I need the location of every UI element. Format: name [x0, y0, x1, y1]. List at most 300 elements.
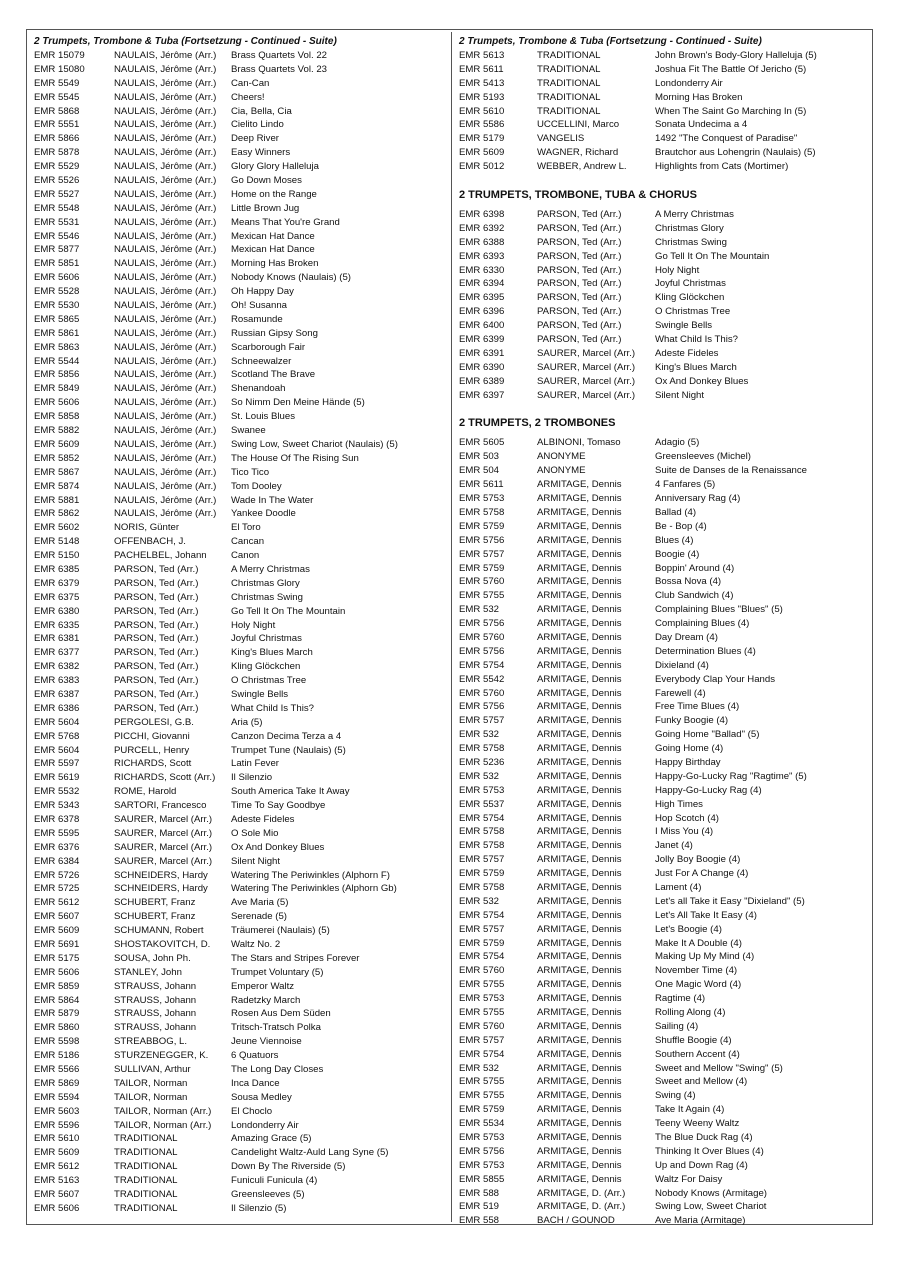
title: Il Silenzio (5) — [231, 1202, 287, 1214]
catalog-row — [34, 1188, 448, 1202]
catalog-number: EMR 5759 — [459, 520, 505, 532]
title: Trumpet Tune (Naulais) (5) — [231, 744, 346, 756]
catalog-number: EMR 5607 — [34, 911, 80, 923]
catalog-row — [34, 77, 448, 91]
composer: NAULAIS, Jérôme (Arr.) — [114, 258, 217, 270]
catalog-number: EMR 5753 — [459, 784, 505, 796]
catalog-number: EMR 5754 — [459, 812, 505, 824]
title: Hop Scotch (4) — [655, 812, 719, 824]
catalog-row — [459, 1075, 869, 1089]
composer: SHOSTAKOVITCH, D. — [114, 939, 211, 950]
title: Swanee — [231, 425, 266, 437]
title: Christmas Swing — [655, 236, 727, 248]
title: Russian Gipsy Song — [231, 327, 318, 339]
catalog-row — [459, 798, 869, 812]
composer: PARSON, Ted (Arr.) — [537, 292, 622, 304]
title: O Sole Mio — [231, 827, 279, 839]
title: A Merry Christmas — [655, 209, 734, 221]
composer: NAULAIS, Jérôme (Arr.) — [114, 425, 217, 437]
catalog-row — [459, 895, 869, 909]
catalog-row — [34, 577, 448, 591]
catalog-row — [459, 250, 869, 264]
catalog-row — [34, 1077, 448, 1091]
composer: NAULAIS, Jérôme (Arr.) — [114, 133, 217, 145]
composer: PARSON, Ted (Arr.) — [537, 334, 622, 346]
catalog-number: EMR 5611 — [459, 63, 504, 75]
catalog-number: EMR 504 — [459, 465, 499, 477]
catalog-row — [34, 368, 448, 382]
title: November Time (4) — [655, 965, 738, 977]
composer: SULLIVAN, Arthur — [114, 1064, 191, 1076]
title: Joyful Christmas — [231, 633, 302, 645]
catalog-number: EMR 5549 — [34, 77, 80, 89]
title: Club Sandwich (4) — [655, 590, 734, 602]
catalog-number: EMR 6398 — [459, 209, 505, 221]
catalog-row — [459, 548, 869, 562]
catalog-number: EMR 5757 — [459, 715, 505, 727]
catalog-row — [459, 978, 869, 992]
title: Day Dream (4) — [655, 631, 718, 643]
title: Serenade (5) — [231, 911, 287, 923]
title: Making Up My Mind (4) — [655, 951, 755, 963]
catalog-number: EMR 5546 — [34, 230, 80, 242]
title: Everybody Clap Your Hands — [655, 673, 775, 685]
title: Yankee Doodle — [231, 508, 296, 520]
title: Deep River — [231, 133, 279, 145]
catalog-number: EMR 5756 — [459, 701, 505, 713]
catalog-number: EMR 5859 — [34, 980, 80, 992]
catalog-row — [34, 771, 448, 785]
composer: STREABBOG, L. — [114, 1036, 188, 1048]
catalog-row — [459, 881, 869, 895]
title: Londonderry Air — [655, 77, 723, 89]
title: Anniversary Rag (4) — [655, 493, 741, 505]
catalog-number: EMR 5566 — [34, 1064, 80, 1076]
composer: STRAUSS, Johann — [114, 1022, 197, 1034]
title: What Child Is This? — [655, 334, 738, 346]
title: Up and Down Rag (4) — [655, 1159, 748, 1171]
title: Emperor Waltz — [231, 980, 295, 992]
catalog-row — [459, 91, 869, 105]
catalog-row — [459, 534, 869, 548]
catalog-number: EMR 5768 — [34, 730, 80, 742]
catalog-row — [459, 118, 869, 132]
title: Make It A Double (4) — [655, 937, 742, 949]
title: Watering The Periwinkles (Alphorn F) — [231, 869, 390, 881]
catalog-number: EMR 6330 — [459, 264, 505, 276]
composer: ARMITAGE, Dennis — [537, 937, 622, 949]
composer: PARSON, Ted (Arr.) — [114, 647, 199, 659]
catalog-number: EMR 5863 — [34, 341, 80, 353]
catalog-number: EMR 5725 — [34, 883, 80, 895]
catalog-number: EMR 5755 — [459, 1007, 505, 1018]
title: Schneewalzer — [231, 355, 292, 367]
catalog-row — [459, 375, 869, 389]
catalog-number: EMR 532 — [459, 770, 499, 782]
composer: ARMITAGE, Dennis — [537, 854, 622, 866]
catalog-row — [34, 702, 448, 716]
composer: ARMITAGE, Dennis — [537, 881, 622, 893]
composer: PARSON, Ted (Arr.) — [114, 591, 199, 603]
composer: NAULAIS, Jérôme (Arr.) — [114, 175, 217, 187]
catalog-row — [34, 285, 448, 299]
catalog-row — [459, 492, 869, 506]
title: One Magic Word (4) — [655, 979, 742, 991]
catalog-number: EMR 5849 — [34, 383, 80, 395]
catalog-row — [459, 264, 869, 278]
title: Blues (4) — [655, 534, 694, 546]
composer: NAULAIS, Jérôme (Arr.) — [114, 272, 217, 284]
title: Boppin' Around (4) — [655, 562, 735, 574]
title: St. Louis Blues — [231, 411, 295, 423]
catalog-row — [459, 277, 869, 291]
catalog-row — [34, 549, 448, 563]
catalog-number: EMR 6385 — [34, 563, 80, 575]
composer: ARMITAGE, Dennis — [537, 1062, 622, 1074]
catalog-row — [34, 257, 448, 271]
catalog-row — [459, 1103, 869, 1117]
title: 1492 "The Conquest of Paradise" — [655, 133, 798, 145]
composer: PARSON, Ted (Arr.) — [537, 250, 622, 262]
composer: PARSON, Ted (Arr.) — [537, 320, 622, 332]
title: Just For A Change (4) — [655, 868, 749, 880]
title: Nobody Knows (Naulais) (5) — [231, 272, 351, 284]
title: Jeune Viennoise — [231, 1036, 302, 1048]
catalog-number: EMR 5753 — [459, 1159, 505, 1171]
catalog-number: EMR 5754 — [459, 1048, 505, 1060]
catalog-row — [459, 659, 869, 673]
catalog-number: EMR 15079 — [34, 50, 85, 61]
title: Swingle Bells — [231, 688, 289, 700]
catalog-row — [459, 389, 869, 403]
title: Christmas Swing — [231, 591, 303, 603]
catalog-number: EMR 5606 — [34, 272, 80, 284]
title: Rosen Aus Dem Süden — [231, 1008, 331, 1020]
catalog-number: EMR 5586 — [459, 119, 505, 131]
catalog-row — [34, 313, 448, 327]
catalog-number: EMR 6375 — [34, 591, 80, 603]
catalog-row — [459, 361, 869, 375]
title: Janet (4) — [655, 840, 693, 852]
title: What Child Is This? — [231, 702, 314, 714]
composer: NAULAIS, Jérôme (Arr.) — [114, 341, 217, 353]
title: Oh! Susanna — [231, 300, 288, 312]
composer: ARMITAGE, Dennis — [537, 951, 622, 963]
composer: TRADITIONAL — [537, 105, 601, 117]
catalog-row — [34, 813, 448, 827]
composer: PARSON, Ted (Arr.) — [114, 688, 199, 700]
catalog-number: EMR 588 — [459, 1187, 499, 1199]
title: Ballad (4) — [655, 506, 697, 518]
composer: NAULAIS, Jérôme (Arr.) — [114, 494, 217, 506]
catalog-row — [34, 1063, 448, 1077]
composer: ROME, Harold — [114, 786, 177, 798]
composer: TRADITIONAL — [114, 1147, 178, 1159]
catalog-row — [34, 882, 448, 896]
composer: TAILOR, Norman — [114, 1077, 188, 1089]
composer: NAULAIS, Jérôme (Arr.) — [114, 202, 217, 214]
catalog-row — [34, 480, 448, 494]
composer: SOUSA, John Ph. — [114, 952, 191, 964]
catalog-row — [34, 1049, 448, 1063]
catalog-number: EMR 6384 — [34, 855, 80, 867]
title: Adeste Fideles — [231, 813, 295, 825]
catalog-row — [459, 1117, 869, 1131]
title: Happy Birthday — [655, 756, 721, 768]
catalog-number: EMR 5609 — [34, 925, 80, 937]
catalog-row — [34, 1035, 448, 1049]
catalog-number: EMR 5537 — [459, 798, 505, 810]
composer: ARMITAGE, D. (Arr.) — [537, 1187, 626, 1199]
title: Swingle Bells — [655, 320, 713, 332]
catalog-number: EMR 5760 — [459, 1020, 505, 1032]
composer: ARMITAGE, Dennis — [537, 1048, 622, 1060]
catalog-row — [34, 160, 448, 174]
composer: STANLEY, John — [114, 966, 182, 978]
title: Down By The Riverside (5) — [231, 1161, 346, 1173]
title: Glory Glory Halleluja — [231, 161, 319, 173]
composer: ARMITAGE, Dennis — [537, 604, 622, 616]
catalog-row — [34, 63, 448, 77]
composer: NAULAIS, Jérôme (Arr.) — [114, 300, 217, 312]
composer: ARMITAGE, Dennis — [537, 812, 622, 824]
title: Ox And Donkey Blues — [231, 841, 325, 853]
composer: NAULAIS, Jérôme (Arr.) — [114, 383, 217, 395]
composer: NAULAIS, Jérôme (Arr.) — [114, 161, 217, 173]
composer: TRADITIONAL — [537, 91, 601, 103]
catalog-row — [459, 964, 869, 978]
catalog-number: EMR 503 — [459, 451, 499, 463]
catalog-row — [459, 319, 869, 333]
catalog-row — [34, 146, 448, 160]
composer: ANONYME — [537, 465, 586, 477]
title: Shenandoah — [231, 383, 286, 395]
title: Ave Maria (Armitage) — [655, 1215, 746, 1227]
composer: PARSON, Ted (Arr.) — [537, 264, 622, 276]
title: Complaining Blues "Blues" (5) — [655, 604, 783, 616]
catalog-number: EMR 5874 — [34, 480, 80, 492]
composer: TRADITIONAL — [114, 1189, 178, 1201]
title: Rolling Along (4) — [655, 1007, 726, 1018]
catalog-row — [459, 589, 869, 603]
catalog-number: EMR 6379 — [34, 577, 80, 589]
composer: ALBINONI, Tomaso — [537, 437, 621, 449]
catalog-row — [34, 910, 448, 924]
catalog-row — [34, 674, 448, 688]
composer: TRADITIONAL — [114, 1202, 178, 1214]
title: Holy Night — [231, 619, 276, 631]
composer: NAULAIS, Jérôme (Arr.) — [114, 313, 217, 325]
catalog-row — [459, 347, 869, 361]
catalog-number: EMR 5756 — [459, 1145, 505, 1157]
catalog-number: EMR 532 — [459, 729, 499, 741]
title: Trumpet Voluntary (5) — [231, 966, 324, 978]
catalog-row — [34, 216, 448, 230]
catalog-row — [34, 757, 448, 771]
catalog-row — [34, 591, 448, 605]
catalog-row — [34, 632, 448, 646]
catalog-row — [34, 1021, 448, 1035]
catalog-number: EMR 5881 — [34, 494, 80, 506]
catalog-number: EMR 532 — [459, 604, 499, 616]
title: Little Brown Jug — [231, 202, 300, 214]
chorus-section-title: 2 TRUMPETS, TROMBONE, TUBA & CHORUS — [459, 189, 697, 202]
catalog-row — [34, 49, 448, 63]
catalog-number: EMR 6387 — [34, 688, 80, 700]
catalog-number: EMR 5545 — [34, 91, 80, 103]
title: Go Tell It On The Mountain — [655, 250, 770, 262]
catalog-row — [459, 825, 869, 839]
title: Highlights from Cats (Mortimer) — [655, 161, 789, 173]
composer: ARMITAGE, Dennis — [537, 520, 622, 532]
title: Christmas Glory — [655, 222, 724, 234]
catalog-number: EMR 6397 — [459, 389, 505, 401]
catalog-row — [34, 1119, 448, 1133]
composer: PICCHI, Giovanni — [114, 730, 190, 742]
title: Shuffle Boogie (4) — [655, 1034, 732, 1046]
composer: NAULAIS, Jérôme (Arr.) — [114, 63, 217, 75]
title: Morning Has Broken — [655, 91, 743, 103]
catalog-number: EMR 5604 — [34, 744, 80, 756]
composer: NAULAIS, Jérôme (Arr.) — [114, 119, 217, 131]
composer: PERGOLESI, G.B. — [114, 716, 194, 728]
composer: PARSON, Ted (Arr.) — [537, 209, 622, 221]
catalog-number: EMR 6390 — [459, 361, 505, 373]
composer: ARMITAGE, Dennis — [537, 1076, 622, 1088]
catalog-row — [34, 132, 448, 146]
title: Sweet and Mellow "Swing" (5) — [655, 1062, 783, 1074]
composer: ARMITAGE, Dennis — [537, 645, 622, 657]
catalog-number: EMR 5236 — [459, 756, 505, 768]
catalog-row — [459, 1131, 869, 1145]
catalog-row — [459, 631, 869, 645]
composer: PARSON, Ted (Arr.) — [537, 222, 622, 234]
composer: ARMITAGE, Dennis — [537, 618, 622, 630]
catalog-row — [459, 436, 869, 450]
catalog-number: EMR 5528 — [34, 286, 80, 298]
catalog-row — [34, 507, 448, 521]
catalog-row — [459, 1006, 869, 1020]
column-divider — [451, 32, 452, 1222]
composer: ARMITAGE, Dennis — [537, 743, 622, 755]
catalog-row — [34, 341, 448, 355]
catalog-row — [34, 521, 448, 535]
title: A Merry Christmas — [231, 563, 310, 575]
composer: ARMITAGE, Dennis — [537, 673, 622, 685]
catalog-row — [34, 271, 448, 285]
title: Waltz No. 2 — [231, 939, 281, 950]
catalog-row — [34, 980, 448, 994]
catalog-number: EMR 5760 — [459, 687, 505, 699]
title: Sweet and Mellow (4) — [655, 1076, 748, 1088]
composer: TRADITIONAL — [537, 50, 601, 61]
composer: TRADITIONAL — [114, 1175, 178, 1187]
title: Holy Night — [655, 264, 700, 276]
catalog-number: EMR 5856 — [34, 369, 80, 381]
title: Kling Glöckchen — [231, 661, 301, 673]
composer: NAULAIS, Jérôme (Arr.) — [114, 77, 217, 89]
catalog-row — [459, 1173, 869, 1187]
catalog-number: EMR 5613 — [459, 50, 505, 61]
title: El Toro — [231, 522, 261, 534]
catalog-row — [459, 305, 869, 319]
catalog-number: EMR 5726 — [34, 869, 80, 881]
composer: NAULAIS, Jérôme (Arr.) — [114, 105, 217, 117]
composer: ARMITAGE, Dennis — [537, 1090, 622, 1102]
title: Cheers! — [231, 91, 265, 103]
composer: NAULAIS, Jérôme (Arr.) — [114, 466, 217, 478]
title: Tom Dooley — [231, 480, 282, 492]
catalog-number: EMR 5343 — [34, 800, 80, 812]
composer: NAULAIS, Jérôme (Arr.) — [114, 369, 217, 381]
composer: PACHELBEL, Johann — [114, 550, 207, 562]
catalog-row — [459, 839, 869, 853]
composer: ARMITAGE, Dennis — [537, 840, 622, 852]
title: Londonderry Air — [231, 1119, 299, 1131]
catalog-number: EMR 5755 — [459, 1076, 505, 1088]
catalog-row — [34, 118, 448, 132]
catalog-row — [459, 478, 869, 492]
composer: RICHARDS, Scott (Arr.) — [114, 772, 216, 784]
catalog-number: EMR 6377 — [34, 647, 80, 659]
catalog-row — [34, 299, 448, 313]
catalog-row — [34, 1160, 448, 1174]
catalog-number: EMR 5606 — [34, 1202, 80, 1214]
composer: ARMITAGE, Dennis — [537, 1132, 622, 1144]
composer: ARMITAGE, Dennis — [537, 687, 622, 699]
title: Dixieland (4) — [655, 659, 709, 671]
title: Brautchor aus Lohengrin (Naulais) (5) — [655, 147, 816, 159]
title: Happy-Go-Lucky Rag "Ragtime" (5) — [655, 770, 807, 782]
catalog-number: EMR 5596 — [34, 1119, 80, 1131]
title: Teeny Weeny Waltz — [655, 1118, 740, 1130]
composer: ARMITAGE, Dennis — [537, 784, 622, 796]
title: I Miss You (4) — [655, 826, 714, 838]
composer: STRAUSS, Johann — [114, 980, 197, 992]
catalog-row — [459, 784, 869, 798]
left-section-header: 2 Trumpets, Trombone & Tuba (Fortsetzung - Continued - Suite) — [34, 36, 337, 47]
composer: NAULAIS, Jérôme (Arr.) — [114, 411, 217, 423]
catalog-row — [34, 452, 448, 466]
catalog-row — [34, 243, 448, 257]
composer: PARSON, Ted (Arr.) — [114, 577, 199, 589]
catalog-row — [459, 687, 869, 701]
catalog-row — [459, 1200, 869, 1214]
chorus-catalog-list — [459, 208, 869, 402]
catalog-number: EMR 5877 — [34, 244, 80, 256]
catalog-row — [34, 382, 448, 396]
title: Southern Accent (4) — [655, 1048, 740, 1060]
catalog-number: EMR 5594 — [34, 1091, 80, 1103]
composer: NAULAIS, Jérôme (Arr.) — [114, 452, 217, 464]
title: The Long Day Closes — [231, 1064, 324, 1076]
catalog-number: EMR 5413 — [459, 77, 505, 89]
catalog-row — [34, 1174, 448, 1188]
composer: ARMITAGE, Dennis — [537, 506, 622, 518]
catalog-number: EMR 5758 — [459, 881, 505, 893]
catalog-row — [459, 236, 869, 250]
composer: ARMITAGE, Dennis — [537, 1159, 622, 1171]
catalog-number: EMR 5878 — [34, 147, 80, 159]
title: Thinking It Over Blues (4) — [655, 1145, 764, 1157]
composer: ARMITAGE, Dennis — [537, 798, 622, 810]
composer: ARMITAGE, Dennis — [537, 1007, 622, 1018]
right-column — [459, 35, 869, 1228]
composer: NAULAIS, Jérôme (Arr.) — [114, 244, 217, 256]
composer: ARMITAGE, Dennis — [537, 965, 622, 977]
catalog-number: EMR 5606 — [34, 397, 80, 409]
catalog-number: EMR 5186 — [34, 1050, 80, 1062]
